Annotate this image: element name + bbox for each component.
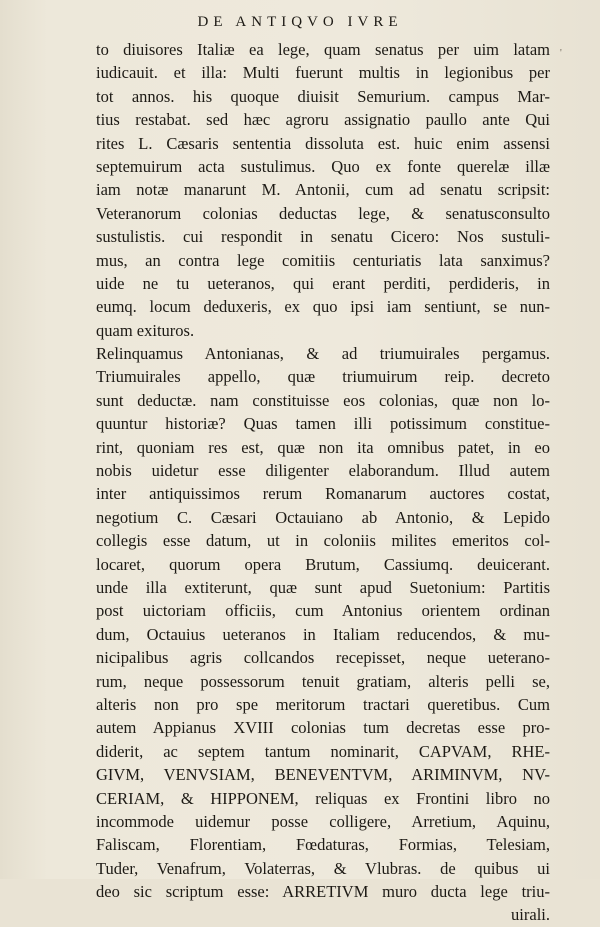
text-line: dum, Octauius ueteranos in Italiam reducendos, & mu-: [96, 624, 550, 644]
text-line: rint, quoniam res est, quæ non ita omnibus patet, in eo: [96, 437, 550, 457]
text-line: sustulistis. cui respondit in senatu Cicero: Nos sustuli-: [96, 227, 550, 247]
body-text: [96, 38, 550, 927]
text-line: alteris non pro spe meritorum tractari queretibus. Cum: [96, 694, 550, 714]
text-line: locaret, quorum opera Brutum, Cassiumq. deuicerant.: [96, 554, 550, 574]
text-line: incommode uidemur posse colligere, Arretium, Aquinu,: [96, 811, 550, 831]
text-line: Faliscam, Florentiam, Fœdaturas, Formias, Telesiam,: [96, 835, 550, 855]
text-line: mus, an contra lege comitiis centuriatis lata sanximus?: [96, 250, 550, 270]
text-line: deo sic scriptum esse: ARRETIVM muro ducta lege triu-: [96, 882, 550, 902]
text-line: iudicauit. et illa: Multi fuerunt multis in legionibus per: [96, 63, 550, 83]
text-line: unde illa extiterunt, quæ sunt apud Suetonium: Partitis: [96, 577, 550, 597]
text-line: quuntur historiæ? Quas tamen illi potissimum constitue-: [96, 414, 550, 434]
margin-mark: ': [560, 48, 562, 59]
text-line: Veteranorum colonias deductas lege, & senatusconsulto: [96, 203, 550, 223]
text-line: uirali.: [511, 905, 550, 925]
text-line: tot annos. his quoque diuisit Semurium. campus Mar-: [96, 86, 550, 106]
text-line: septemuirum acta sustulimus. Quo ex fonte querelæ illæ: [96, 156, 550, 176]
text-line: GIVM, VENVSIAM, BENEVENTVM, ARIMINVM, NV-: [96, 765, 550, 785]
text-line: autem Appianus XVIII colonias tum decretas esse pro-: [96, 718, 550, 738]
running-head: DE ANTIQVO IVRE: [197, 14, 403, 30]
text-line: negotium C. Cæsari Octauiano ab Antonio, & Lepido: [96, 507, 550, 527]
text-line: iam notæ manarunt M. Antonii, cum ad senatu scripsit:: [96, 180, 550, 200]
text-line: tius restabat. sed hæc agroru assignatio paullo ante Qui: [96, 110, 550, 130]
text-line: to diuisores Italiæ ea lege, quam senatus per uim latam: [96, 40, 550, 59]
text-line: Tuder, Venafrum, Volaterras, & Vlubras. de quibus ui: [96, 858, 550, 878]
text-line: quam exituros.: [96, 320, 195, 340]
text-line: Relinquamus Antonianas, & ad triumuirales pergamus.: [96, 344, 550, 364]
text-line: post uictoriam officiis, cum Antonius orientem ordinan: [96, 601, 550, 621]
text-line: inter antiquissimos rerum Romanarum auctores costat,: [96, 484, 550, 504]
text-line: rites L. Cæsaris sententia dissoluta est. huic enim assensi: [96, 133, 550, 153]
text-line: sunt deductæ. nam constituisse eos colonias, quæ non lo-: [96, 390, 550, 410]
text-line: CERIAM, & HIPPONEM, reliquas ex Frontini libro no: [96, 788, 550, 808]
text-line: nobis uidetur esse diligenter elaborandum. Illud autem: [96, 461, 550, 481]
text-line: diderit, ac septem tantum nominarit, CAPVAM, RHE-: [96, 741, 550, 761]
text-line: nicipalibus agris collcandos recepisset, neque ueterano-: [96, 648, 550, 668]
text-line: uide ne tu ueteranos, qui erant perditi, perdideris, in: [96, 273, 550, 293]
text-line: Triumuirales appello, quæ triumuirum reip. decreto: [96, 367, 550, 387]
text-line: eumq. locum deduxeris, ex quo ipsi iam sentiunt, se nun-: [96, 297, 550, 317]
text-line: collegis esse datum, ut in coloniis milites emeritos col-: [96, 531, 550, 551]
text-line: rum, neque possessorum tenuit gratiam, alteris pelli se,: [96, 671, 550, 691]
